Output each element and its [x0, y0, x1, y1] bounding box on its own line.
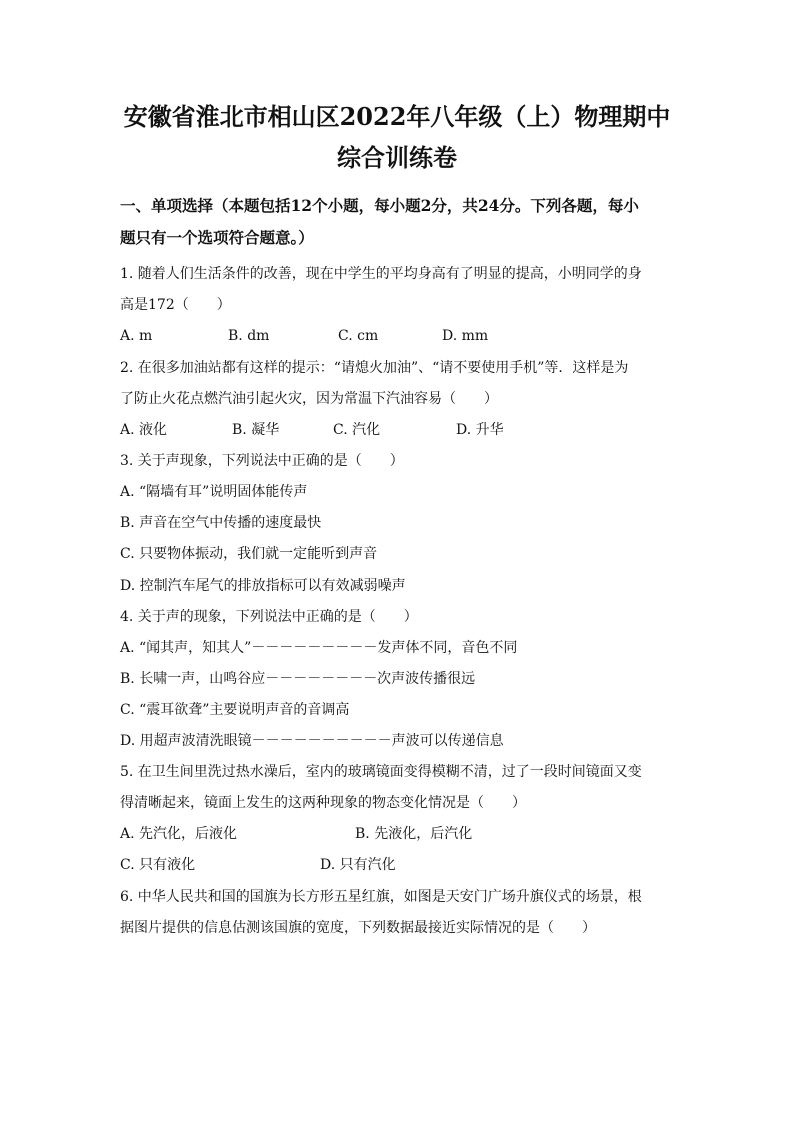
question-1-option-c: C. cm — [338, 328, 379, 344]
question-1-option-a: A. m — [120, 328, 153, 344]
question-5-option-d: D. 只有汽化 — [320, 857, 396, 873]
question-5-option-b: B. 先液化，后汽化 — [355, 826, 473, 842]
question-3-option-d: D. 控制汽车尾气的排放指标可以有效减弱噪声 — [120, 578, 406, 594]
question-2-option-b: B. 凝华 — [232, 422, 280, 438]
exam-title-line2: 综合训练卷 — [337, 143, 457, 172]
question-1-stem-line2: 高是172（ ） — [120, 297, 231, 313]
question-6-stem-line1: 6. 中华人民共和国的国旗为长方形五星红旗，如图是天安门广场升旗仪式的场景，根 — [120, 889, 642, 905]
question-5-option-c: C. 只有液化 — [120, 857, 196, 873]
question-1-stem-line1: 1. 随着人们生活条件的改善，现在中学生的平均身高有了明显的提高，小明同学的身 — [120, 266, 642, 282]
question-4-stem-line1: 4. 关于声的现象，下列说法中正确的是（ ） — [120, 609, 418, 625]
section-heading-line2: 题只有一个选项符合题意。） — [120, 228, 314, 247]
question-6-stem-line2: 据图片提供的信息估测该国旗的宽度，下列数据最接近实际情况的是（ ） — [120, 920, 596, 936]
question-3-option-c: C. 只要物体振动，我们就一定能听到声音 — [120, 546, 378, 562]
question-4-option-d: D. 用超声波清洗眼镜－－－－－－－－－－声波可以传递信息 — [120, 733, 504, 749]
exam-title-line1: 安徽省淮北市相山区2022年八年级（上）物理期中 — [123, 102, 671, 131]
question-4-option-a: A. “闻其声，知其人”－－－－－－－－－发声体不同，音色不同 — [120, 640, 518, 656]
question-3-stem-line1: 3. 关于声现象，下列说法中正确的是（ ） — [120, 453, 404, 469]
question-2-stem-line2: 了防止火花点燃汽油引起火灾，因为常温下汽油容易（ ） — [120, 391, 498, 407]
question-5-stem-line2: 得清晰起来，镜面上发生的这两种现象的物态变化情况是（ ） — [120, 795, 526, 811]
question-2-stem-line1: 2. 在很多加油站都有这样的提示：“请熄火加油”、“请不要使用手机”等．这样是为 — [120, 360, 629, 376]
question-3-option-b: B. 声音在空气中传播的速度最快 — [120, 515, 322, 531]
question-5-stem-line1: 5. 在卫生间里洗过热水澡后，室内的玻璃镜面变得模糊不清，过了一段时间镜面又变 — [120, 764, 642, 780]
question-1-option-b: B. dm — [228, 328, 270, 344]
question-4-option-b: B. 长啸一声，山鸣谷应－－－－－－－－次声波传播很远 — [120, 671, 476, 687]
question-4-option-c: C. “震耳欲聋”主要说明声音的音调高 — [120, 702, 350, 718]
question-2-option-a: A. 液化 — [120, 422, 168, 438]
question-5-option-a: A. 先汽化，后液化 — [120, 826, 238, 842]
question-1-option-d: D. mm — [442, 328, 489, 344]
question-2-option-c: C. 汽化 — [333, 422, 381, 438]
section-heading-line1: 一、单项选择（本题包括12个小题，每小题2分，共24分。下列各题，每小 — [120, 196, 639, 215]
question-3-option-a: A. “隔墙有耳”说明固体能传声 — [120, 484, 308, 500]
question-2-option-d: D. 升华 — [456, 422, 504, 438]
